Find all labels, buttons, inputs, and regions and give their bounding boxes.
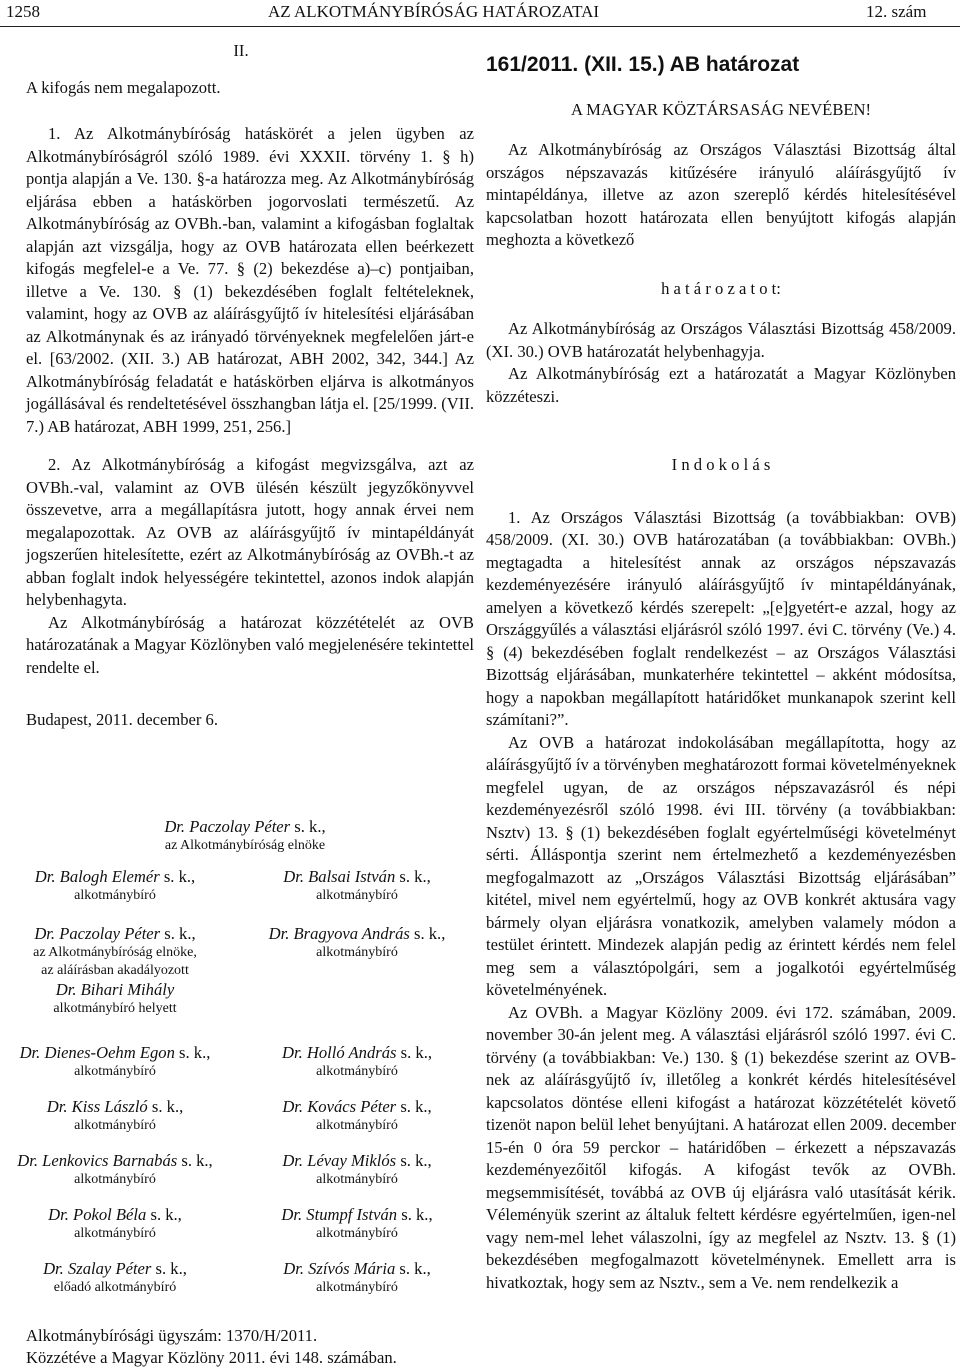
place-date: Budapest, 2011. december 6. <box>26 710 219 729</box>
sk-mark: s. k., <box>414 924 446 943</box>
paragraph-1: 1. Az Alkotmánybíróság hatáskörét a jelen ügyben az Alkotmánybíróságról szóló 1989. évi XXXII. törvény 1. § h) pontja alapján a Ve. 130. §-a határozza meg. Az Alkotmánybíróság eljárása ebben a hatáskörben jogorvoslati természetű. Az Alkotmánybíróság az OVBh.-ban, valamint a kifogásban foglaltak alapján azt vizsgálja, hogy az OVB határozata ellen beérkezett kifogás megfelel-e a Ve. 77. § (2) bekezdése a)–c) pontjaiban, illetve a Ve. 130. § (1) bekezdésében foglalt feltételeknek, valamint, hogy az OVB az aláírásgyűjtő ív hitelesítési eljárásában az Alkotmánynak és az irányadó törvényeknek megfelelően járt-e el. [63/2002. (XII. 3.) AB határozat, ABH 2002, 342, 344.] Az Alkotmánybíróság feladatát e hatáskörben eljárva is alkotmányos jogállásával és rendeltetésével összhangban látja el. [25/1999. (VII. 7.) AB határozat, ABH 1999, 251, 256.] <box>26 124 474 436</box>
signature-block <box>232 924 482 962</box>
signatory-role: alkotmánybíró <box>316 1280 398 1295</box>
signatory-name: Dr. Szívós Mária <box>283 1259 396 1278</box>
reasons-3: Az OVBh. a Magyar Közlöny 2009. évi 172. számában, 2009. november 30-án jelent meg. A választási eljárásról szóló 1997. évi C. törvény (a továbbiakban: Ve.) 130. § (1) bekezdése szerint az OVB-nek az aláírásgyűjtő ív, illetőleg a konkrét kérdés hitelesítésével kapcsolatos döntése elleni kifogást a határozat közzétételét követő tizenöt napon belül lehet benyújtani. A határozat ellen 2009. december 15-én 0 óra 59 perckor – határidőben – érkezett a népszavazás kezdeményezőitől kifogás. A kifogást tevők az OVBh. megsemmisítését, továbbá az OVB új eljárásra való utasítását kérik. Véleményük szerint az általuk feltett kérdésre egyértelműen, igen-nel vagy nem-mel lehet válaszolni, így az megfelel az Nsztv. 13. § (1) bekezdésében megfogalmazott követelménynek. Emellett arra is hivatkoztak, hogy sem az Nsztv., sem a Ve. nem rendelkezik a <box>486 1002 956 1292</box>
signatory-name: Dr. Bragyova András <box>268 924 410 943</box>
sk-mark: s. k., <box>179 1043 211 1062</box>
signatory-role: alkotmánybíró <box>316 1118 398 1133</box>
signatory-role: alkotmánybíró <box>316 945 398 960</box>
signature-block <box>0 1043 240 1081</box>
signature-block <box>0 1151 240 1189</box>
substitution-note: alkotmánybíró helyett <box>53 1001 177 1016</box>
publication-title: AZ ALKOTMÁNYBÍRÓSÁG HATÁROZATAI <box>268 2 600 21</box>
signatory-name: Dr. Balogh Elemér <box>34 867 160 886</box>
signature-block <box>0 867 240 905</box>
signatory-name: Dr. Pokol Béla <box>48 1205 147 1224</box>
signatory-name: Dr. Lenkovics Barnabás <box>17 1151 178 1170</box>
sk-mark: s. k., <box>151 1097 184 1116</box>
sk-mark: s. k., <box>150 1205 182 1224</box>
sk-mark: s. k., <box>399 867 431 886</box>
signatory-role: alkotmánybíró <box>74 888 156 903</box>
running-header <box>0 0 960 26</box>
verdict-line: A kifogás nem megalapozott. <box>26 77 221 97</box>
right-column <box>486 46 956 1294</box>
case-number: Alkotmánybírósági ügyszám: 1370/H/2011. <box>26 1326 318 1345</box>
decision-2: Az Alkotmánybíróság ezt a határozatát a Magyar Közlönyben közzéteszi. <box>486 364 956 406</box>
reasons-heading: I n d o k o l á s <box>671 455 771 474</box>
paragraph-3: Az Alkotmánybíróság a határozat közzétételét az OVB határozatának a Magyar Közlönyben való megjelenésére tekintettel rendelte el. <box>26 612 474 677</box>
signatory-role: az Alkotmánybíróság elnöke, <box>33 945 197 960</box>
intro-paragraph: Az Alkotmánybíróság az Országos Választási Bizottság által országos népszavazás kitűzésére irányuló aláírásgyűjtő ív mintapéldánya, illetve az azon szereplő kérdés hitelesítésével kapcsolatban hozott határozata ellen benyújtott kifogás alapján meghozta a következő <box>486 140 956 249</box>
signatory-role: alkotmánybíró <box>316 1064 398 1079</box>
signatory-role: alkotmánybíró <box>316 888 398 903</box>
sk-mark: s. k., <box>400 1097 432 1116</box>
signature-president <box>120 817 370 855</box>
signatory-name: Dr. Stumpf István <box>281 1205 398 1224</box>
signatory-role: alkotmánybíró <box>74 1064 156 1079</box>
signatory-name: Dr. Lévay Miklós <box>282 1151 397 1170</box>
signatory-name: Dr. Balsai István <box>283 867 396 886</box>
resolution-title: 161/2011. (XII. 15.) AB határozat <box>486 53 800 76</box>
reasons-1: 1. Az Országos Választási Bizottság (a továbbiakban: OVB) 458/2009. (XI. 30.) OVB határozatában (a továbbiakban: OVBh.) megtagadta a hitelesítést annak az országos népszavazás kezdeményezésére irányuló aláírásgyűjtő ív mintapéldányának, amelyen a következő kérdés szerepelt: „[e]gyetért-e azzal, hogy az Országgyűlés a választási eljárásról szóló 1997. évi C. törvény (Ve.) 4. § (4) bekezdésében foglalt rendelkezést – az Országos Választási Bizottság eljárásában, munkaterhére tekintettel – akként módosítsa, hogy a napokban megállapított határidőket munkanapok szerint kell számítani?”. <box>486 507 956 729</box>
in-the-name-line: A MAGYAR KÖZTÁRSASÁG NEVÉBEN! <box>570 99 872 119</box>
sk-mark: s. k., <box>294 817 326 836</box>
sk-mark: s. k., <box>163 867 196 886</box>
signatory-role: alkotmánybíró <box>74 1118 156 1133</box>
sk-mark: s. k., <box>400 1043 432 1062</box>
signatory-role: alkotmánybíró <box>74 1172 156 1187</box>
signatory-name: Dr. Kiss László <box>46 1097 148 1116</box>
signatory-name: Dr. Kovács Péter <box>282 1097 397 1116</box>
sk-mark: s. k., <box>181 1151 213 1170</box>
signatory-name: Dr. Holló András <box>281 1043 397 1062</box>
paragraph-2: 2. Az Alkotmánybíróság a kifogást megvizsgálva, azt az OVBh.-val, valamint az OVB ülésén készült jegyzőkönyvvel összevetve, arra a megállapításra jutott, hogy annak érvei nem megalapozottak. Az OVB az aláírásgyűjtő ív mintapéldányát jogszerűen hitelesítette, ezért az Alkotmánybíróság az OVBh.-t az abban foglalt indok helyességére tekintettel, azonos indok alapján helybenhagyta. <box>26 455 474 609</box>
signatory-name: Dr. Szalay Péter <box>43 1259 152 1278</box>
signatory-name: Dr. Dienes-Oehm Egon <box>19 1043 175 1062</box>
substituted-name: Dr. Bihari Mihály <box>55 980 175 999</box>
signatory-role: alkotmánybíró <box>316 1226 398 1241</box>
signatory-role: alkotmánybíró <box>316 1172 398 1187</box>
decision-heading: h a t á r o z a t o t: <box>661 278 781 298</box>
signature-block <box>232 867 482 905</box>
signature-block <box>232 1205 482 1243</box>
signature-block <box>0 1259 240 1297</box>
signatory-role: az Alkotmánybíróság elnöke <box>164 838 326 853</box>
issue-number: 12. szám <box>866 2 927 21</box>
left-column <box>26 40 474 732</box>
signature-block <box>0 1205 240 1243</box>
header-divider <box>0 26 960 27</box>
decision-1: Az Alkotmánybíróság az Országos Választási Bizottság 458/2009. (XI. 30.) OVB határozatát helybenhagyja. <box>486 319 956 361</box>
signature-block <box>232 1097 482 1135</box>
sk-mark: s. k., <box>155 1259 187 1278</box>
reasons-2: Az OVB a határozat indokolásában megállapította, hogy az aláírásgyűjtő ív a törvényben meghatározott formai követelményeknek megfelel ugyan, de az országos népszavazásról és népi kezdeményezésről szóló 1998. évi III. törvény (a továbbiakban: Nsztv) 13. § (1) bekezdésében foglalt egyértelműségi követelményt sérti. Álláspontja szerint nem értelmezhető a kezdeményezésben megfogalmazott az „Országos Választási Bizottság eljárásában” kitétel, mivel nem egyértelmű, hogy az OVB konkrét aktusára vagy bármely olyan eljárásra vonatkozik, amelyben valamely módon a testület érintett. Mindezek alapján pedig az érintett kérdés nem felel meg sem a választópolgári, sem a jogalkotói egyértelműség követelményének. <box>486 732 956 999</box>
signatory-role: alkotmánybíró <box>74 1226 156 1241</box>
sk-mark: s. k., <box>164 924 196 943</box>
page-number: 1258 <box>6 2 40 21</box>
signatory-role: előadó alkotmánybíró <box>53 1280 177 1295</box>
sk-mark: s. k., <box>401 1205 433 1224</box>
signature-block <box>0 1097 240 1135</box>
signatory-name: Dr. Paczolay Péter <box>34 924 161 943</box>
sk-mark: s. k., <box>399 1259 431 1278</box>
signatory-name: Dr. Paczolay Péter <box>164 817 291 836</box>
signature-block <box>232 1151 482 1189</box>
signature-block <box>232 1043 482 1081</box>
publication-note: Közzétéve a Magyar Közlöny 2011. évi 148. számában. <box>26 1348 397 1367</box>
signature-block <box>0 924 240 1018</box>
signature-block <box>232 1259 482 1297</box>
signatory-role-note: az aláírásban akadályozott <box>41 963 189 978</box>
section-number: II. <box>233 41 249 60</box>
sk-mark: s. k., <box>400 1151 432 1170</box>
